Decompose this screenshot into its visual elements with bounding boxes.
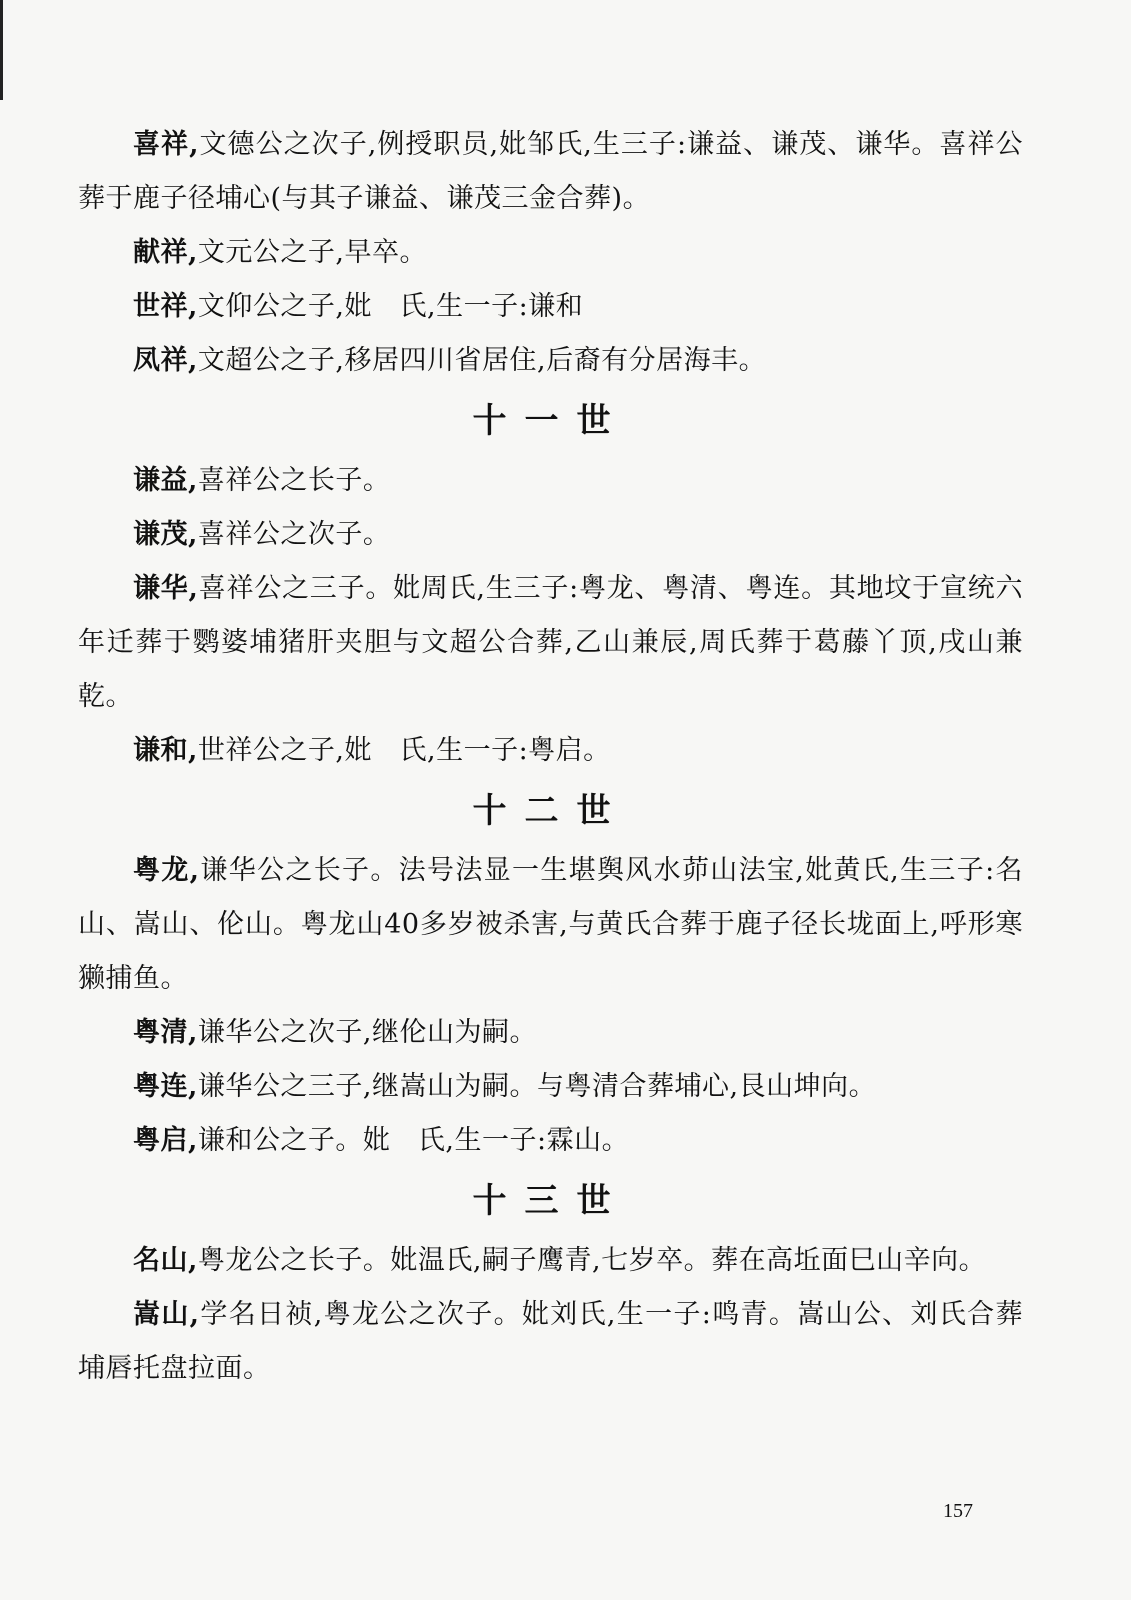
entry-yuelong (78, 844, 1023, 1006)
entry-mingshan (78, 1234, 1023, 1288)
person-name: 粤龙, (133, 855, 200, 886)
generation-heading-12: 十二世 (472, 791, 629, 831)
page-number: 157 (943, 1500, 973, 1522)
genealogy-text-body (78, 118, 1023, 1396)
entry-text: 喜祥公之三子。妣周氏,生三子:粤龙、粤清、粤连。其地坟于宣统六年迁葬于鹦婆埔猪肝夹胆与文超公合葬,乙山兼辰,周氏葬于葛藤丫顶,戌山兼乾。 (78, 573, 1023, 712)
entry-text: 文超公之子,移居四川省居住,后裔有分居海丰。 (197, 345, 767, 376)
entry-qianyi (78, 454, 1023, 508)
entry-text: 文元公之子,早卒。 (197, 237, 427, 268)
person-name: 谦华, (133, 573, 199, 604)
person-name: 谦茂, (133, 519, 198, 550)
entry-text: 喜祥公之次子。 (197, 519, 391, 550)
person-name: 名山, (133, 1245, 198, 1276)
entry-text: 学名日祯,粤龙公之次子。妣刘氏,生一子:鸣青。嵩山公、刘氏合葬埔唇托盘拉面。 (78, 1299, 1023, 1384)
entry-text: 文德公之次子,例授职员,妣邹氏,生三子:谦益、谦茂、谦华。喜祥公葬于鹿子径埔心(与其子谦益、谦茂三金合葬)。 (78, 129, 1024, 214)
entry-xianxiang (78, 226, 1023, 280)
entry-text: 文仰公之子,妣 氏,生一子:谦和 (197, 291, 584, 322)
entry-yueqing (78, 1006, 1023, 1060)
entry-qianmao (78, 508, 1023, 562)
entry-qianhua (78, 562, 1023, 724)
entry-songshan (78, 1288, 1023, 1396)
generation-heading-13: 十三世 (472, 1181, 629, 1221)
entry-xixiang (78, 118, 1023, 226)
person-name: 粤清, (133, 1017, 198, 1048)
entry-text: 粤龙公之长子。妣温氏,嗣子鹰青,七岁卒。葬在高坵面巳山辛向。 (197, 1245, 987, 1276)
person-name: 谦益, (133, 465, 198, 496)
entry-text: 谦华公之次子,继伦山为嗣。 (197, 1017, 537, 1048)
entry-text: 喜祥公之长子。 (197, 465, 391, 496)
entry-shixiang (78, 280, 1023, 334)
person-name: 嵩山, (133, 1299, 200, 1330)
entry-fengxiang (78, 334, 1023, 388)
person-name: 粤启, (133, 1125, 198, 1156)
person-name: 凤祥, (133, 345, 198, 376)
entry-yuelian (78, 1060, 1023, 1114)
person-name: 喜祥, (133, 129, 199, 160)
person-name: 粤连, (133, 1071, 198, 1102)
generation-heading-11: 十一世 (472, 401, 629, 441)
page-binding-edge (0, 0, 3, 100)
entry-qianhe (78, 724, 1023, 778)
entry-yueqi (78, 1114, 1023, 1168)
entry-text: 谦和公之子。妣 氏,生一子:霖山。 (197, 1125, 630, 1156)
entry-text: 世祥公之子,妣 氏,生一子:粤启。 (197, 735, 611, 766)
person-name: 献祥, (133, 237, 198, 268)
entry-text: 谦华公之三子,继嵩山为嗣。与粤清合葬埔心,艮山坤向。 (197, 1071, 877, 1102)
entry-text: 谦华公之长子。法号法显一生堪舆风水茆山法宝,妣黄氏,生三子:名山、嵩山、伦山。粤龙山40多岁被杀害,与黄氏合葬于鹿子径长垅面上,呼形寒獭捕鱼。 (78, 855, 1023, 994)
person-name: 谦和, (133, 735, 198, 766)
person-name: 世祥, (133, 291, 198, 322)
